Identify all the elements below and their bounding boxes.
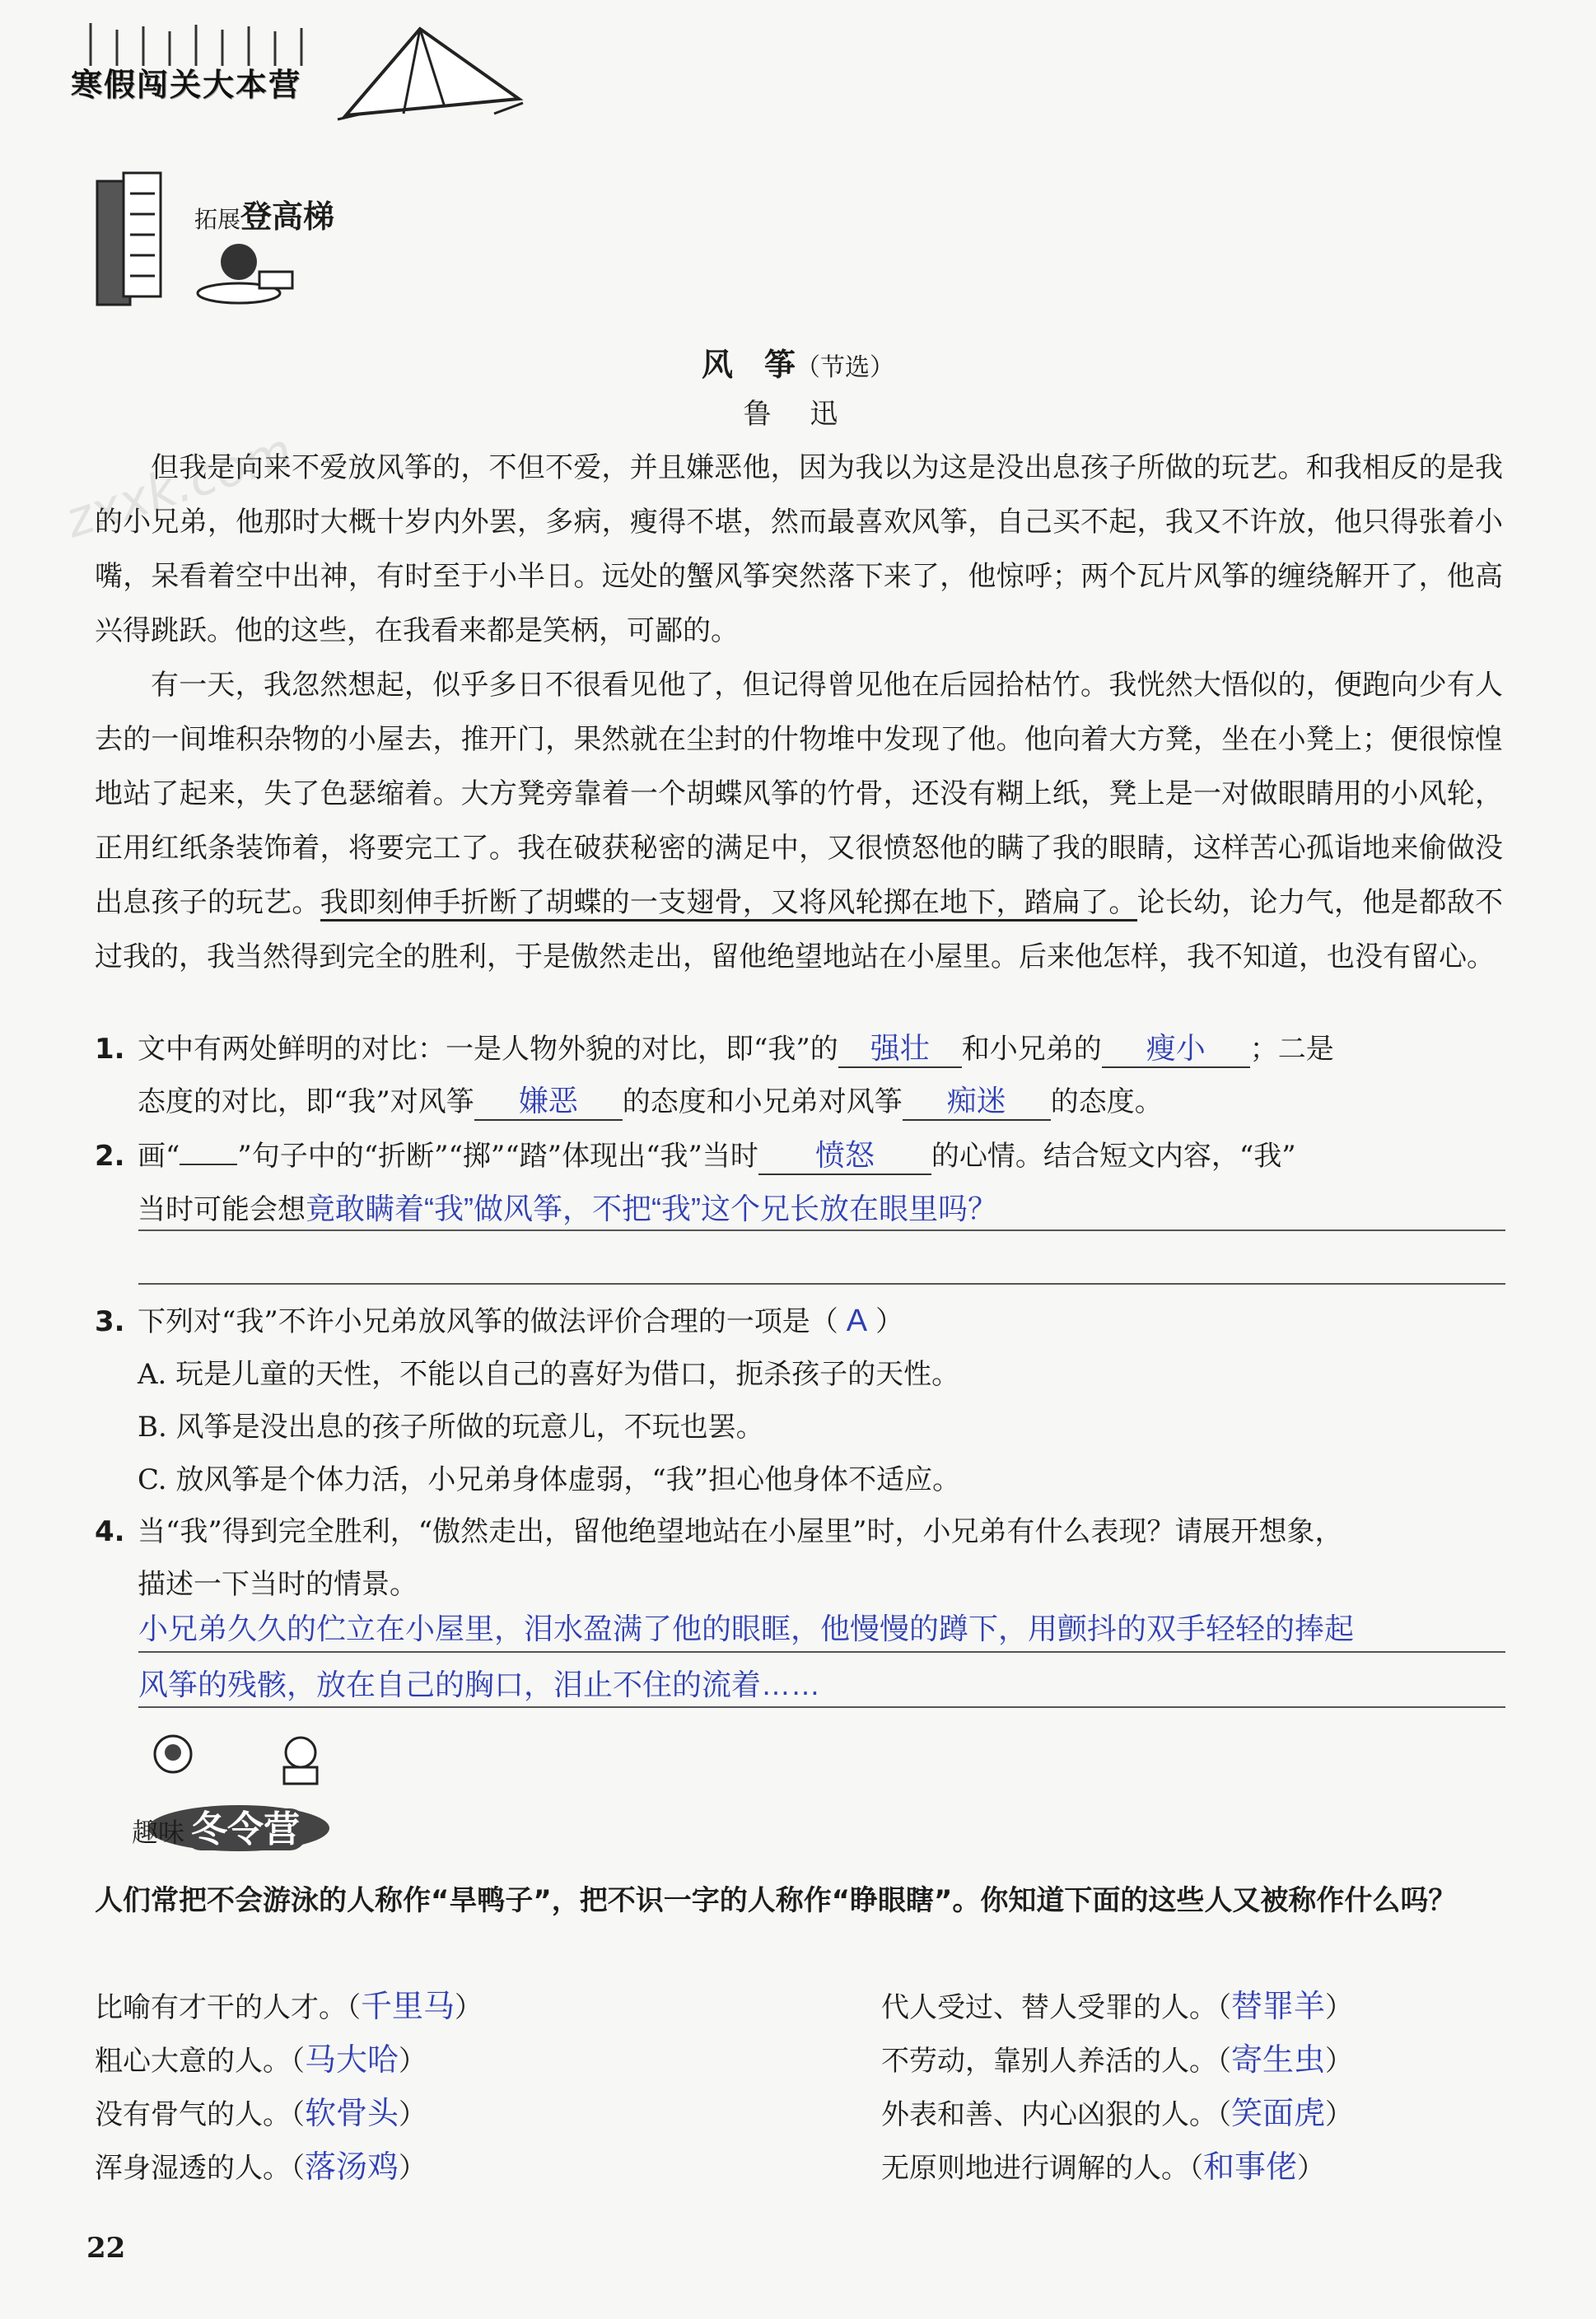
article-title bbox=[0, 339, 1596, 385]
q3-option-a: A. 玩是儿童的天性，不能以自己的喜好为借口，扼杀孩子的天性。 bbox=[138, 1358, 960, 1391]
article-author: 鲁 迅 bbox=[743, 398, 853, 431]
article-title-note: （节选） bbox=[796, 353, 894, 382]
question-1 bbox=[95, 1023, 1507, 1128]
section-badge-fun bbox=[132, 1799, 306, 1852]
question-4 bbox=[95, 1505, 1507, 1611]
paragraph-2-part-b: 论长幼，论力气，他是都敌不过我的，我当然得到完全的胜利，于是傲然走出，留他绝望地站在小屋里。后来他怎样，我不知道，也没有留心。 bbox=[95, 886, 1504, 973]
q3-option-b: B. 风筝是没出息的孩子所做的玩意儿，不玩也罢。 bbox=[138, 1411, 764, 1444]
badge-small-text: 拓展 bbox=[194, 206, 241, 233]
item-question: 无原则地进行调解的人。（ bbox=[881, 2152, 1203, 2185]
question-number: 2. bbox=[95, 1140, 125, 1173]
item-answer[interactable]: 替罪羊 bbox=[1231, 1990, 1326, 2024]
question-number: 3. bbox=[95, 1305, 125, 1338]
q2-text-1: 画“ bbox=[138, 1140, 180, 1173]
item-question: 不劳动，靠别人养活的人。（ bbox=[881, 2045, 1231, 2078]
q1-answer-1[interactable]: 强壮 bbox=[838, 1030, 962, 1068]
q4-text-2: 描述一下当时的情景。 bbox=[138, 1568, 418, 1601]
item-answer[interactable]: 马大哈 bbox=[305, 2043, 399, 2078]
question-3 bbox=[95, 1295, 1507, 1506]
item-answer[interactable]: 和事佬 bbox=[1203, 2150, 1298, 2185]
badge2-big-text: 冬令营 bbox=[184, 1808, 306, 1850]
q1-text-4: 态度的对比，即“我”对风筝 bbox=[138, 1085, 474, 1118]
q4-text-1: 当“我”得到完全胜利，“傲然走出，留他绝望地站在小屋里”时，小兄弟有什么表现？请展开想象， bbox=[138, 1515, 1343, 1548]
q2-text-2: ”句子中的“折断”“掷”“踏”体现出“我”当时 bbox=[237, 1140, 758, 1173]
q4-answer-line-1[interactable]: 小兄弟久久的伫立在小屋里，泪水盈满了他的眼眶，他慢慢的蹲下，用颤抖的双手轻轻的捧起 bbox=[138, 1612, 1355, 1645]
section-badge-extension bbox=[194, 191, 334, 236]
item-answer[interactable]: 千里马 bbox=[361, 1990, 455, 2024]
item-paren: ） bbox=[399, 2098, 427, 2131]
answer-rule bbox=[138, 1706, 1505, 1708]
q1-text-1: 文中有两处鲜明的对比：一是人物外貌的对比，即“我”的 bbox=[138, 1033, 838, 1066]
badge-big-text: 登高梯 bbox=[240, 198, 335, 235]
watermark: zxxk.com bbox=[58, 422, 300, 550]
q1-text-2: 和小兄弟的 bbox=[961, 1033, 1102, 1066]
q3-answer[interactable]: A bbox=[846, 1304, 868, 1338]
q1-text-6: 的态度。 bbox=[1050, 1085, 1163, 1118]
q3-text-2: ） bbox=[875, 1305, 904, 1338]
paragraph-2-part-a: 有一天，我忽然想起，似乎多日不很看见他了，但记得曾见他在后园拾枯竹。我恍然大悟似的，便跑向少有人去的一间堆积杂物的小屋去，推开门，果然就在尘封的什物堆中发现了他。他向着大方凳，坐在小凳上；便很惊惶地站了起来，失了色瑟缩着。大方凳旁靠着一个胡蝶风筝的竹骨，还没有糊上纸，凳上是一对做眼睛用的小风轮，正用红纸条装饰着，将要完工了。我在破获秘密的满足中，又很愤怒他的瞒了我的眼睛，这样苦心孤诣地来偷做没出息孩子的玩艺。 bbox=[95, 669, 1503, 919]
idiom-item bbox=[95, 2034, 427, 2079]
q3-option-c: C. 放风筝是个体力活，小兄弟身体虚弱，“我”担心他身体不适应。 bbox=[138, 1463, 961, 1496]
item-answer[interactable]: 软骨头 bbox=[305, 2097, 399, 2131]
item-answer[interactable]: 笑面虎 bbox=[1231, 2097, 1326, 2131]
article-title-text: 风 筝 bbox=[701, 347, 796, 383]
badge2-small-text: 趣味 bbox=[132, 1817, 185, 1848]
question-number: 4. bbox=[95, 1515, 125, 1548]
section2-intro: 人们常把不会游泳的人称作“旱鸭子”，把不识一字的人称作“睁眼瞎”。你知道下面的这些人又被称作什么吗？ bbox=[95, 1884, 1457, 1917]
q1-text-3: ；二是 bbox=[1249, 1033, 1334, 1066]
item-paren: ） bbox=[1297, 2152, 1326, 2185]
paragraph-2 bbox=[95, 658, 1503, 984]
idiom-item bbox=[95, 2141, 427, 2186]
answer-rule bbox=[138, 1283, 1505, 1285]
q1-text-5: 的态度和小兄弟对风筝 bbox=[622, 1085, 903, 1118]
item-paren: ） bbox=[455, 1991, 483, 2024]
idiom-item bbox=[95, 2088, 427, 2133]
item-answer[interactable]: 落汤鸡 bbox=[305, 2150, 399, 2185]
q2-answer-1[interactable]: 愤怒 bbox=[758, 1137, 931, 1175]
item-paren: ） bbox=[1325, 2045, 1354, 2078]
series-title: 寒假闯关大本营 bbox=[71, 67, 302, 103]
page-number: 22 bbox=[86, 2232, 126, 2265]
item-question: 浑身湿透的人。（ bbox=[95, 2152, 305, 2185]
item-paren: ） bbox=[399, 2045, 427, 2078]
question-number: 1. bbox=[95, 1033, 125, 1066]
q1-answer-3[interactable]: 嫌恶 bbox=[474, 1083, 623, 1121]
tent-icon bbox=[329, 16, 527, 124]
idiom-item bbox=[881, 1981, 1353, 2026]
q2-marker-blank bbox=[180, 1164, 237, 1165]
item-question: 比喻有才干的人才。（ bbox=[95, 1991, 361, 2024]
item-question: 粗心大意的人。（ bbox=[95, 2045, 305, 2078]
idiom-item bbox=[881, 2141, 1325, 2186]
item-question: 外表和善、内心凶狠的人。（ bbox=[881, 2098, 1231, 2131]
item-paren: ） bbox=[399, 2152, 427, 2185]
idiom-item bbox=[95, 1981, 483, 2026]
item-paren: ） bbox=[1325, 2098, 1354, 2131]
q2-text-4: 当时可能会想 bbox=[138, 1193, 306, 1226]
q2-answer-2[interactable]: 竟敢瞒着“我”做风筝，不把“我”这个兄长放在眼里吗？ bbox=[306, 1192, 997, 1225]
underlined-sentence: 我即刻伸手折断了胡蝶的一支翅骨，又将风轮掷在地下，踏扁了。 bbox=[320, 886, 1137, 922]
idiom-item bbox=[881, 2088, 1353, 2133]
paragraph-1: 但我是向来不爱放风筝的，不但不爱，并且嫌恶他，因为我以为这是没出息孩子所做的玩艺。和我相反的是我的小兄弟，他那时大概十岁内外罢，多病，瘦得不堪，然而最喜欢风筝，自己买不起，我又不许放，他只得张着小嘴，呆看着空中出神，有时至于小半日。远处的蟹风筝突然落下来了，他惊呼；两个瓦片风筝的缠绕解开了，他高兴得跳跃。他的这些，在我看来都是笑柄，可鄙的。 bbox=[95, 451, 1503, 647]
q3-text-1: 下列对“我”不许小兄弟放风筝的做法评价合理的一项是（ bbox=[138, 1305, 838, 1338]
item-paren: ） bbox=[1325, 1991, 1354, 2024]
answer-rule bbox=[138, 1651, 1505, 1653]
article-body bbox=[95, 441, 1503, 984]
q1-answer-4[interactable]: 痴迷 bbox=[903, 1083, 1051, 1121]
item-answer[interactable]: 寄生虫 bbox=[1231, 2043, 1326, 2078]
q1-answer-2[interactable]: 瘦小 bbox=[1102, 1030, 1250, 1068]
item-question: 没有骨气的人。（ bbox=[95, 2098, 305, 2131]
idiom-item bbox=[881, 2034, 1353, 2079]
ladder-reading-icon bbox=[91, 165, 338, 313]
question-2 bbox=[95, 1130, 1507, 1236]
answer-rule bbox=[138, 1229, 1505, 1231]
item-question: 代人受过、替人受罪的人。（ bbox=[881, 1991, 1231, 2024]
q4-answer-line-2[interactable]: 风筝的残骸，放在自己的胸口，泪止不住的流着…… bbox=[138, 1668, 821, 1701]
q2-text-3: 的心情。结合短文内容，“我” bbox=[931, 1140, 1296, 1173]
